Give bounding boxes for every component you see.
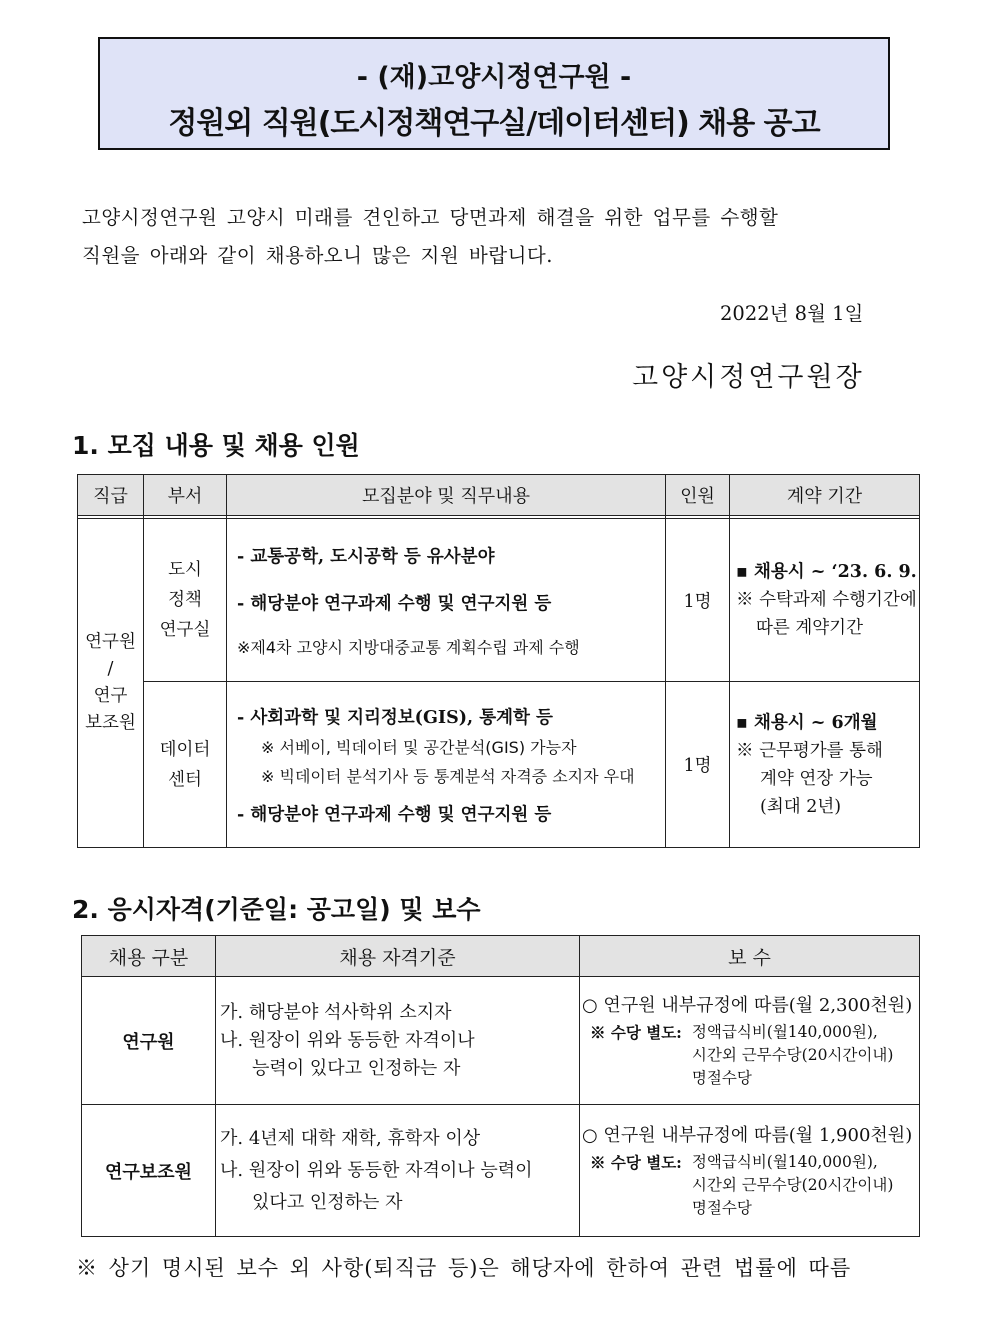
allowance-text: 명절수당 — [691, 1199, 752, 1217]
rank-cell — [78, 519, 144, 848]
pay-text: ○ 연구원 내부규정에 따름(월 2,300천원) — [582, 995, 913, 1016]
col-header: 보 수 — [580, 936, 920, 977]
col-header: 인원 — [666, 475, 730, 516]
duty-line: - 교통공학, 도시공학 등 유사분야 — [237, 546, 495, 567]
count-cell: 1명 — [666, 519, 730, 682]
qual-text: 가. 4년제 대학 재학, 휴학자 이상 — [220, 1127, 481, 1149]
table-row — [78, 519, 920, 682]
table-header-row — [78, 475, 920, 516]
section2-title: 2. 응시자격(기준일: 공고일) 및 보수 — [72, 895, 481, 924]
recruitment-table — [77, 474, 920, 848]
dept-text: 센터 — [168, 769, 202, 790]
period-text: ※ 근무평가를 통해 — [736, 740, 883, 761]
pay-text: ○ 연구원 내부규정에 따름(월 1,900천원) — [582, 1125, 913, 1146]
org-title: - (재)고양시정연구원 - — [356, 62, 632, 93]
col-header: 계약 기간 — [730, 475, 920, 516]
dept-text: 정책 — [168, 590, 202, 610]
pay-cell — [580, 977, 920, 1105]
duty-line: - 해당분야 연구과제 수행 및 연구지원 등 — [237, 804, 552, 825]
duty-note: ※제4차 고양시 지방대중교통 계획수립 과제 수행 — [237, 637, 580, 657]
intro-paragraph — [82, 199, 922, 275]
allowance-label: ※ 수당 별도: — [590, 1153, 682, 1172]
period-text: 따른 계약기간 — [756, 618, 863, 638]
duty-note: ※ 서베이, 빅데이터 및 공간분석(GIS) 가능자 — [261, 737, 577, 757]
period-text: ▪ 채용시 ~ ‘23. 6. 9. — [736, 562, 917, 582]
pay-cell — [580, 1105, 920, 1237]
col-header: 직급 — [78, 475, 144, 516]
period-text: ▪ 채용시 ~ 6개월 — [736, 712, 878, 733]
table-row — [82, 1105, 920, 1237]
duty-cell — [227, 682, 666, 848]
rank-text: 연구 — [93, 686, 128, 706]
announcement-date: 2022년 8월 1일 — [720, 302, 864, 325]
dept-cell — [144, 682, 227, 848]
allowance-text: 시간외 근무수당(20시간이내) — [691, 1176, 894, 1194]
duty-note: ※ 빅데이터 분석기사 등 통계분석 자격증 소지자 우대 — [261, 766, 635, 786]
table-row — [82, 977, 920, 1105]
qual-cell — [216, 1105, 580, 1237]
qual-cell — [216, 977, 580, 1105]
period-cell — [730, 519, 920, 682]
col-header: 채용 구분 — [82, 936, 216, 977]
period-text: 계약 연장 가능 — [760, 768, 873, 789]
dept-text: 연구실 — [159, 620, 211, 640]
type-cell: 연구보조원 — [82, 1105, 216, 1237]
qualification-table — [81, 935, 920, 1237]
announcement-title: 정원외 직원(도시정책연구실/데이터센터) 채용 공고 — [168, 106, 820, 141]
duty-line: - 사회과학 및 지리정보(GIS), 통계학 등 — [237, 707, 553, 728]
rank-text: 보조원 — [85, 713, 136, 733]
allowance-text: 시간외 근무수당(20시간이내) — [691, 1046, 894, 1064]
duty-cell — [227, 519, 666, 682]
dept-text: 데이터 — [159, 739, 211, 760]
rank-text: 연구원 — [85, 632, 136, 652]
table-header-row — [82, 936, 920, 977]
qual-text: 능력이 있다고 인정하는 자 — [252, 1057, 461, 1079]
allowance-text: 명절수당 — [691, 1069, 752, 1087]
allowance-text: 정액급식비(월140,000원), — [691, 1023, 878, 1041]
signer: 고양시정연구원장 — [632, 362, 865, 393]
rank-text: / — [107, 659, 114, 679]
period-text: ※ 수탁과제 수행기간에 — [736, 590, 917, 610]
qual-text: 나. 원장이 위와 동등한 자격이나 — [220, 1029, 475, 1051]
col-header: 채용 자격기준 — [216, 936, 580, 977]
col-header: 부서 — [144, 475, 227, 516]
allowance-label: ※ 수당 별도: — [590, 1023, 682, 1042]
period-text: (최대 2년) — [760, 796, 842, 817]
section1-title: 1. 모집 내용 및 채용 인원 — [72, 431, 360, 460]
type-cell: 연구원 — [82, 977, 216, 1105]
dept-cell — [144, 519, 227, 682]
allowance-block — [582, 1151, 919, 1220]
qual-text: 가. 해당분야 석사학위 소지자 — [220, 1001, 452, 1023]
table-row — [78, 682, 920, 848]
intro-line: 직원을 아래와 같이 채용하오니 많은 지원 바랍니다. — [82, 244, 553, 267]
title-box — [98, 37, 890, 150]
duty-line: - 해당분야 연구과제 수행 및 연구지원 등 — [237, 593, 552, 614]
allowance-block — [582, 1021, 919, 1090]
intro-line: 고양시정연구원 고양시 미래를 견인하고 당면과제 해결을 위한 업무를 수행할 — [82, 206, 779, 229]
allowance-text: 정액급식비(월140,000원), — [691, 1153, 878, 1171]
qual-text: 있다고 인정하는 자 — [252, 1191, 403, 1213]
qual-text: 나. 원장이 위와 동등한 자격이나 능력이 — [220, 1159, 533, 1181]
col-header: 모집분야 및 직무내용 — [227, 475, 666, 516]
dept-text: 도시 — [168, 560, 202, 580]
count-cell: 1명 — [666, 682, 730, 848]
period-cell — [730, 682, 920, 848]
footer-note: ※ 상기 명시된 보수 외 사항(퇴직금 등)은 해당자에 한하여 관련 법률에 따름 — [76, 1256, 852, 1280]
